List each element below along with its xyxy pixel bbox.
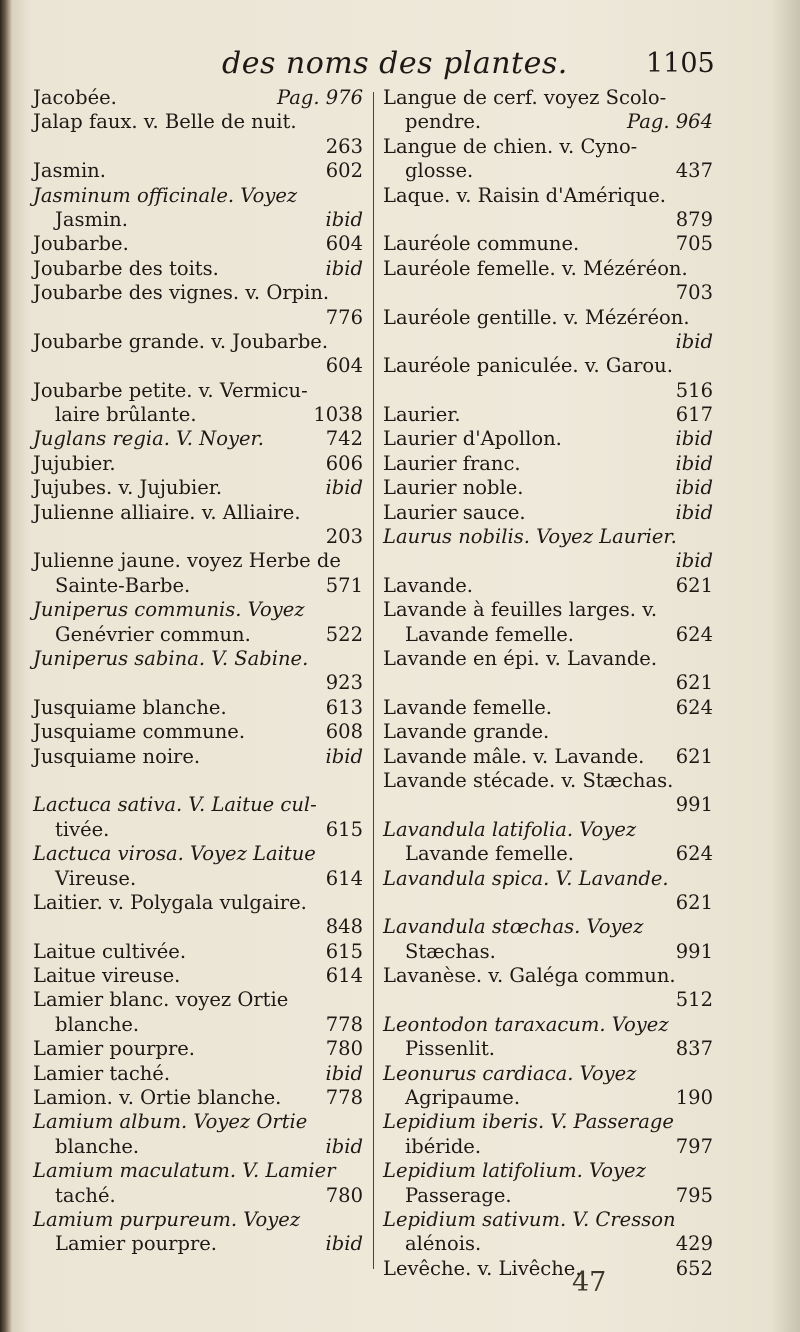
index-entry-line bbox=[33, 793, 363, 817]
entry-term: Lamier blanc. voyez Ortie bbox=[33, 988, 289, 1012]
entry-page-ref: 429 bbox=[675, 1232, 713, 1256]
entry-page-ref: 703 bbox=[675, 281, 713, 305]
signature-mark: 47 bbox=[572, 1267, 607, 1298]
entry-term: Lamier taché. bbox=[33, 1061, 171, 1085]
index-entry-line bbox=[383, 940, 713, 964]
index-entry-line bbox=[383, 159, 713, 183]
index-entry-line bbox=[33, 988, 363, 1012]
entry-term: Lavande femelle. bbox=[383, 695, 552, 719]
running-title: des noms des plantes. bbox=[222, 46, 568, 81]
index-column-left bbox=[33, 86, 363, 1257]
entry-page-ref: 1038 bbox=[313, 403, 363, 427]
index-entry-line bbox=[383, 549, 713, 573]
entry-term: Jujubier. bbox=[33, 451, 116, 475]
index-entry-line bbox=[33, 574, 363, 598]
index-entry-line bbox=[383, 86, 713, 110]
entry-term: Jasmin. bbox=[33, 159, 106, 183]
index-entry-line bbox=[383, 1135, 713, 1159]
entry-term: Laitier. v. Polygala vulgaire. bbox=[33, 890, 307, 914]
entry-page-ref: 778 bbox=[325, 1012, 363, 1036]
index-entry-line bbox=[33, 1135, 363, 1159]
index-entry-line bbox=[383, 135, 713, 159]
index-entry-line bbox=[383, 232, 713, 256]
entry-term: Lauréole gentille. v. Mézéréon. bbox=[383, 305, 690, 329]
index-entry-line bbox=[383, 452, 713, 476]
index-entry-line bbox=[33, 232, 363, 256]
entry-page-ref: 606 bbox=[325, 451, 363, 475]
entry-page-ref: 621 bbox=[675, 890, 713, 914]
column-divider bbox=[373, 92, 374, 1269]
entry-page-ref: 203 bbox=[325, 525, 363, 549]
index-entry-line bbox=[383, 1086, 713, 1110]
entry-term: blanche. bbox=[55, 1012, 140, 1036]
index-entry-line bbox=[33, 549, 363, 573]
index-entry-line bbox=[383, 647, 713, 671]
index-entry-line bbox=[33, 354, 363, 378]
index-entry-line bbox=[383, 671, 713, 695]
entry-page-ref: ibid bbox=[325, 744, 363, 768]
entry-page-ref: 837 bbox=[675, 1037, 713, 1061]
entry-term: Lamium maculatum. V. Lamier bbox=[33, 1159, 336, 1183]
entry-term: Jalap faux. v. Belle de nuit. bbox=[33, 110, 297, 134]
index-entry-line bbox=[383, 110, 713, 134]
entry-term: Lauréole paniculée. v. Garou. bbox=[383, 354, 673, 378]
index-entry-line bbox=[33, 208, 363, 232]
entry-page-ref: 778 bbox=[325, 1086, 363, 1110]
entry-page-ref: 879 bbox=[675, 207, 713, 231]
index-entry-line bbox=[33, 1208, 363, 1232]
entry-term: Lamier pourpre. bbox=[33, 1037, 196, 1061]
index-entry-line bbox=[33, 671, 363, 695]
entry-page-ref: 615 bbox=[325, 939, 363, 963]
index-entry-line bbox=[33, 476, 363, 500]
entry-term: Sainte-Barbe. bbox=[55, 573, 191, 597]
entry-page-ref: 621 bbox=[675, 573, 713, 597]
entry-page-ref: 848 bbox=[325, 915, 363, 939]
entry-term: Leonurus cardiaca. Voyez bbox=[383, 1061, 637, 1085]
index-entry-line bbox=[33, 1037, 363, 1061]
entry-term: Lavanèse. v. Galéga commun. bbox=[383, 964, 676, 988]
entry-page-ref: 991 bbox=[675, 793, 713, 817]
index-entry-line bbox=[33, 281, 363, 305]
entry-page-ref: 522 bbox=[325, 622, 363, 646]
entry-page-ref: ibid bbox=[325, 1061, 363, 1085]
index-entry-line bbox=[33, 501, 363, 525]
entry-term: glosse. bbox=[405, 159, 474, 183]
index-entry-line bbox=[383, 476, 713, 500]
entry-term: Lavandula spica. V. Lavande. bbox=[383, 866, 669, 890]
entry-term: Jusquiame commune. bbox=[33, 720, 246, 744]
entry-page-ref: 797 bbox=[675, 1134, 713, 1158]
entry-page-ref: 604 bbox=[325, 354, 363, 378]
entry-term: Jacobée. bbox=[33, 86, 117, 109]
entry-term: Joubarbe petite. v. Vermicu- bbox=[33, 378, 308, 402]
index-entry-line bbox=[383, 257, 713, 281]
index-entry-line bbox=[33, 598, 363, 622]
index-entry-line bbox=[383, 818, 713, 842]
entry-term: Levêche. v. Livêche. bbox=[383, 1256, 582, 1280]
entry-term: Laurier sauce. bbox=[383, 500, 526, 524]
entry-page-ref: 652 bbox=[675, 1256, 713, 1280]
page-edge-shadow bbox=[770, 0, 800, 1332]
entry-term: Lepidium iberis. V. Passerage bbox=[383, 1110, 674, 1134]
index-entry-line bbox=[383, 793, 713, 817]
entry-page-ref: Pag. 976 bbox=[277, 86, 363, 109]
entry-term: Lactuca sativa. V. Laitue cul- bbox=[33, 793, 317, 817]
entry-page-ref: Pag. 964 bbox=[627, 110, 713, 134]
entry-term: Lamium purpureum. Voyez bbox=[33, 1207, 301, 1231]
index-entry-line bbox=[33, 842, 363, 866]
entry-term: Jusquiame blanche. bbox=[33, 695, 227, 719]
index-entry-line bbox=[33, 1232, 363, 1256]
index-entry-line bbox=[33, 867, 363, 891]
entry-page-ref: 991 bbox=[675, 939, 713, 963]
entry-term: Julienne alliaire. v. Alliaire. bbox=[33, 500, 301, 524]
entry-page-ref: 617 bbox=[675, 403, 713, 427]
entry-page-ref: 263 bbox=[325, 134, 363, 158]
entry-term: pendre. bbox=[405, 110, 482, 134]
index-entry-line bbox=[383, 720, 713, 744]
entry-term: taché. bbox=[55, 1183, 116, 1207]
entry-page-ref: 923 bbox=[325, 671, 363, 695]
entry-term: Joubarbe des toits. bbox=[33, 256, 219, 280]
entry-term: Joubarbe des vignes. v. Orpin. bbox=[33, 281, 330, 305]
entry-term: Langue de chien. v. Cyno- bbox=[383, 134, 638, 158]
entry-term: Lepidium latifolium. Voyez bbox=[383, 1159, 646, 1183]
entry-term: Laurier d'Apollon. bbox=[383, 427, 562, 451]
entry-term: Lamion. v. Ortie blanche. bbox=[33, 1086, 282, 1110]
entry-page-ref: ibid bbox=[675, 427, 713, 451]
entry-term: Juglans regia. V. Noyer. bbox=[33, 427, 264, 451]
index-entry-line bbox=[383, 842, 713, 866]
entry-page-ref: 780 bbox=[325, 1183, 363, 1207]
index-entry-line bbox=[33, 184, 363, 208]
index-entry-line bbox=[33, 891, 363, 915]
index-column-right bbox=[383, 86, 713, 1281]
index-entry-line bbox=[33, 330, 363, 354]
entry-term: Stæchas. bbox=[405, 939, 496, 963]
entry-term: Genévrier commun. bbox=[55, 622, 251, 646]
index-entry-line bbox=[383, 306, 713, 330]
index-entry-line bbox=[383, 988, 713, 1012]
entry-page-ref: 624 bbox=[675, 695, 713, 719]
index-entry-line bbox=[383, 891, 713, 915]
index-entry-line bbox=[33, 306, 363, 330]
entry-term: Lavande grande. bbox=[383, 720, 550, 744]
index-entry-line bbox=[33, 745, 363, 769]
entry-term: laire brûlante. bbox=[55, 403, 197, 427]
entry-term: Lavande femelle. bbox=[405, 842, 574, 866]
index-entry-line bbox=[383, 964, 713, 988]
entry-term: Agripaume. bbox=[405, 1086, 521, 1110]
index-entry-line bbox=[33, 452, 363, 476]
index-entry-line bbox=[33, 720, 363, 744]
entry-term: Lavandula latifolia. Voyez bbox=[383, 817, 637, 841]
index-entry-line bbox=[33, 915, 363, 939]
entry-page-ref: ibid bbox=[325, 1134, 363, 1158]
index-entry-line bbox=[33, 86, 363, 110]
entry-term: Lavande à feuilles larges. v. bbox=[383, 598, 658, 622]
entry-term: Jasmin. bbox=[55, 207, 128, 231]
index-entry-line bbox=[383, 1184, 713, 1208]
entry-term: tivée. bbox=[55, 817, 110, 841]
entry-term: Laque. v. Raisin d'Amérique. bbox=[383, 183, 666, 207]
index-entry-line bbox=[383, 427, 713, 451]
index-entry-line bbox=[33, 769, 363, 793]
entry-term: Lauréole commune. bbox=[383, 232, 580, 256]
entry-term: Passerage. bbox=[405, 1183, 512, 1207]
index-entry-line bbox=[33, 964, 363, 988]
index-entry-line bbox=[33, 696, 363, 720]
entry-page-ref: 437 bbox=[675, 159, 713, 183]
index-entry-line bbox=[383, 769, 713, 793]
entry-term: Lamier pourpre. bbox=[55, 1232, 218, 1256]
entry-page-ref: 780 bbox=[325, 1037, 363, 1061]
entry-page-ref: 624 bbox=[675, 622, 713, 646]
entry-term: Juniperus communis. Voyez bbox=[33, 598, 305, 622]
entry-page-ref: 516 bbox=[675, 378, 713, 402]
entry-term: alénois. bbox=[405, 1232, 482, 1256]
entry-term: Langue de cerf. voyez Scolo- bbox=[383, 86, 667, 109]
index-entry-line bbox=[383, 281, 713, 305]
entry-page-ref: 604 bbox=[325, 232, 363, 256]
index-entry-line bbox=[383, 1257, 713, 1281]
index-entry-line bbox=[383, 598, 713, 622]
index-entry-line bbox=[383, 525, 713, 549]
entry-term: Julienne jaune. voyez Herbe de bbox=[33, 549, 341, 573]
entry-page-ref: ibid bbox=[675, 329, 713, 353]
index-entry-line bbox=[33, 818, 363, 842]
entry-term: Laurier noble. bbox=[383, 476, 524, 500]
page-number: 1105 bbox=[646, 48, 715, 79]
entry-page-ref: 795 bbox=[675, 1183, 713, 1207]
entry-term: Lavande femelle. bbox=[405, 622, 574, 646]
entry-page-ref: 621 bbox=[675, 744, 713, 768]
index-entry-line bbox=[33, 257, 363, 281]
index-entry-line bbox=[383, 1232, 713, 1256]
entry-term: Jusquiame noire. bbox=[33, 744, 201, 768]
entry-page-ref: ibid bbox=[325, 207, 363, 231]
entry-term: Lepidium sativum. V. Cresson bbox=[383, 1207, 676, 1231]
entry-page-ref: ibid bbox=[675, 500, 713, 524]
index-entry-line bbox=[383, 379, 713, 403]
index-entry-line bbox=[33, 1159, 363, 1183]
index-entry-line bbox=[33, 1110, 363, 1134]
index-entry-line bbox=[33, 110, 363, 134]
index-entry-line bbox=[33, 1086, 363, 1110]
index-entry-line bbox=[33, 403, 363, 427]
index-entry-line bbox=[33, 525, 363, 549]
index-entry-line bbox=[383, 1062, 713, 1086]
entry-term: Laitue cultivée. bbox=[33, 939, 187, 963]
entry-term: Lauréole femelle. v. Mézéréon. bbox=[383, 256, 688, 280]
entry-term: Lavande. bbox=[383, 573, 473, 597]
page-header bbox=[0, 44, 800, 84]
index-entry-line bbox=[383, 330, 713, 354]
entry-page-ref: 608 bbox=[325, 720, 363, 744]
index-entry-line bbox=[383, 1037, 713, 1061]
entry-term: Lactuca virosa. Voyez Laitue bbox=[33, 842, 316, 866]
index-entry-line bbox=[33, 647, 363, 671]
entry-term: Lamium album. Voyez Ortie bbox=[33, 1110, 308, 1134]
index-entry-line bbox=[383, 1110, 713, 1134]
index-entry-line bbox=[33, 1062, 363, 1086]
index-entry-line bbox=[383, 623, 713, 647]
entry-page-ref: 512 bbox=[675, 988, 713, 1012]
entry-page-ref: ibid bbox=[675, 451, 713, 475]
index-entry-line bbox=[383, 574, 713, 598]
entry-page-ref: 602 bbox=[325, 159, 363, 183]
index-entry-line bbox=[383, 915, 713, 939]
index-entry-line bbox=[33, 1013, 363, 1037]
entry-term: Laurier. bbox=[383, 403, 461, 427]
entry-page-ref: ibid bbox=[325, 476, 363, 500]
entry-page-ref: 571 bbox=[325, 573, 363, 597]
index-entry-line bbox=[383, 1013, 713, 1037]
index-entry-line bbox=[383, 354, 713, 378]
index-entry-line bbox=[383, 501, 713, 525]
entry-term: Vireuse. bbox=[55, 866, 137, 890]
entry-term: Jujubes. v. Jujubier. bbox=[33, 476, 223, 500]
entry-term: Laitue vireuse. bbox=[33, 964, 181, 988]
entry-page-ref: ibid bbox=[675, 476, 713, 500]
index-entry-line bbox=[383, 1159, 713, 1183]
index-entry-line bbox=[383, 184, 713, 208]
entry-page-ref: 615 bbox=[325, 817, 363, 841]
entry-page-ref: 614 bbox=[325, 866, 363, 890]
entry-page-ref: 776 bbox=[325, 305, 363, 329]
index-entry-line bbox=[33, 940, 363, 964]
entry-term: Joubarbe. bbox=[33, 232, 129, 256]
entry-page-ref: 624 bbox=[675, 842, 713, 866]
entry-page-ref: 613 bbox=[325, 695, 363, 719]
entry-term: Lavande stécade. v. Stæchas. bbox=[383, 768, 674, 792]
entry-term: Laurier franc. bbox=[383, 451, 521, 475]
entry-term: Jasminum officinale. Voyez bbox=[33, 183, 298, 207]
index-entry-line bbox=[33, 135, 363, 159]
entry-page-ref: ibid bbox=[675, 549, 713, 573]
entry-term: Lavande en épi. v. Lavande. bbox=[383, 646, 658, 670]
entry-page-ref: 614 bbox=[325, 964, 363, 988]
entry-term: Joubarbe grande. v. Joubarbe. bbox=[33, 329, 329, 353]
entry-term: Lavande mâle. v. Lavande. bbox=[383, 744, 645, 768]
index-entry-line bbox=[383, 1208, 713, 1232]
index-entry-line bbox=[33, 159, 363, 183]
index-entry-line bbox=[33, 379, 363, 403]
entry-term: ibéride. bbox=[405, 1134, 482, 1158]
index-entry-line bbox=[33, 623, 363, 647]
entry-term: Leontodon taraxacum. Voyez bbox=[383, 1012, 669, 1036]
entry-page-ref: 705 bbox=[675, 232, 713, 256]
entry-page-ref: 190 bbox=[675, 1086, 713, 1110]
index-entry-line bbox=[383, 403, 713, 427]
index-entry-line bbox=[383, 208, 713, 232]
entry-term: Lavandula stœchas. Voyez bbox=[383, 915, 644, 939]
entry-page-ref: ibid bbox=[325, 1232, 363, 1256]
index-entry-line bbox=[33, 1184, 363, 1208]
entry-term: Laurus nobilis. Voyez Laurier. bbox=[383, 525, 677, 549]
index-entry-line bbox=[383, 867, 713, 891]
entry-term: blanche. bbox=[55, 1134, 140, 1158]
entry-page-ref: 742 bbox=[325, 427, 363, 451]
entry-term: Juniperus sabina. V. Sabine. bbox=[33, 646, 309, 670]
index-entry-line bbox=[383, 696, 713, 720]
entry-page-ref: 621 bbox=[675, 671, 713, 695]
entry-term: Pissenlit. bbox=[405, 1037, 495, 1061]
entry-page-ref: ibid bbox=[325, 256, 363, 280]
index-entry-line bbox=[383, 745, 713, 769]
index-entry-line bbox=[33, 427, 363, 451]
